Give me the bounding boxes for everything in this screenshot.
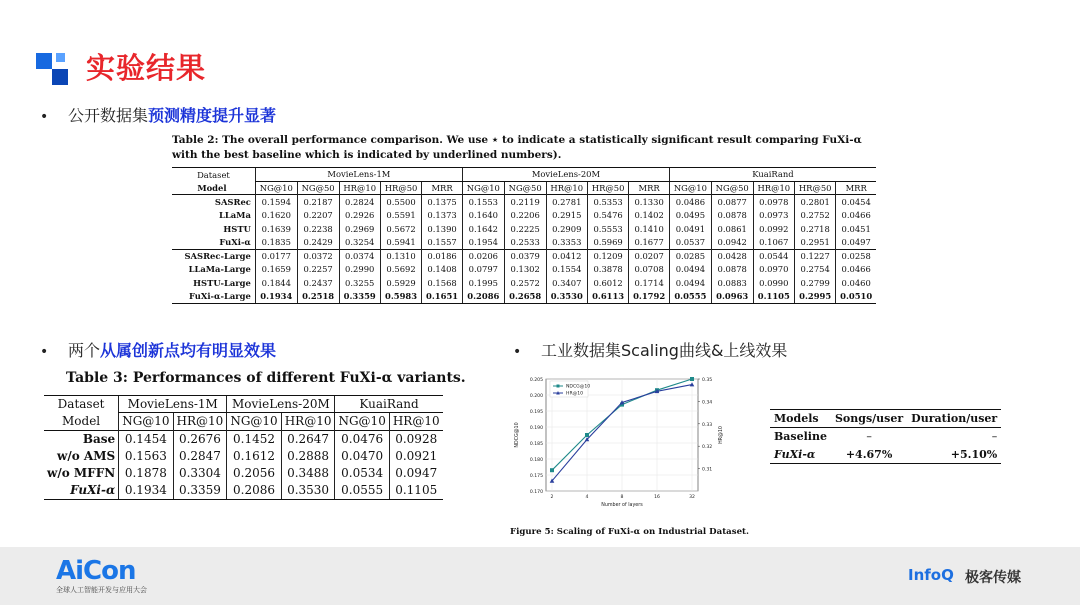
table2-cell: 0.2926	[339, 208, 380, 222]
table2-cell: 0.1620	[255, 208, 297, 222]
table3-row	[44, 447, 443, 464]
table2-cell: 0.1934	[255, 290, 297, 304]
table2-cell: 0.0942	[711, 235, 753, 249]
industrial-row-duration: –	[907, 428, 1001, 446]
chart-y-tick-label: 0.185	[529, 442, 543, 447]
table2-cell: 0.0206	[462, 249, 504, 263]
table3-row	[44, 465, 443, 482]
table2-cell: 0.1402	[629, 208, 670, 222]
chart-y-tick-label: 0.195	[529, 410, 543, 415]
bullet-industrial: • 工业数据集Scaling曲线&上线效果	[513, 341, 788, 360]
table2-row	[172, 195, 876, 209]
table3-dataset-header: KuaiRand	[335, 396, 443, 413]
chart-x-tick-label: 8	[620, 495, 624, 500]
table2-cell: 0.1227	[794, 249, 835, 263]
table2-metric-header: NG@10	[255, 181, 297, 195]
table2-cell: 0.1553	[462, 195, 504, 209]
table3-cell: 0.2647	[281, 430, 335, 447]
table3-cell: 0.1563	[119, 447, 173, 464]
table2-model-name: FuXi-α-Large	[172, 290, 255, 304]
chart-y2-tick-label: 0.35	[702, 378, 713, 383]
aicon-logo: AiCon	[56, 556, 136, 586]
table2-row	[172, 290, 876, 304]
table2-cell: 0.1844	[255, 276, 297, 290]
table2-model-name: HSTU	[223, 223, 251, 234]
table3-row	[44, 430, 443, 447]
table3-model-name: w/o MFFN	[47, 466, 116, 481]
table2-cell: 0.2915	[546, 208, 587, 222]
table3-metric-header: NG@10	[335, 413, 389, 430]
table2-cell: 0.2187	[297, 195, 339, 209]
table3-cell: 0.1612	[227, 447, 281, 464]
table2-cell: 0.2990	[339, 263, 380, 277]
table2-cell: 0.0454	[836, 195, 876, 209]
table3-cell: 0.0534	[335, 465, 389, 482]
table2-cell: 0.3530	[546, 290, 587, 304]
table2-cell: 0.1390	[422, 222, 463, 236]
chart-legend-label: HR@10	[566, 391, 584, 397]
table2-cell: 0.2086	[462, 290, 504, 304]
chart-y-axis-label: NDCG@10	[515, 422, 520, 448]
table2-metric-header: NG@50	[297, 181, 339, 195]
chart-y2-tick-label: 0.32	[702, 445, 713, 451]
table2-model-name: FuXi-α	[219, 237, 251, 248]
table2-cell: 0.2119	[504, 195, 546, 209]
table2-cell: 0.0495	[669, 208, 711, 222]
table2-model-name: SASRec	[172, 195, 255, 209]
table2-cell: 0.1568	[422, 276, 463, 290]
table2-cell: 0.5969	[587, 235, 628, 249]
table2-cell: 0.0992	[753, 222, 794, 236]
chart-x-tick-label: 2	[550, 495, 554, 500]
table2-cell: 0.0510	[836, 290, 876, 304]
table2-cell: 0.1640	[462, 208, 504, 222]
table2-cell: 0.1554	[546, 263, 587, 277]
table2-cell: 0.2995	[794, 290, 835, 304]
table3-metric-header: HR@10	[173, 413, 227, 430]
table2-cell: 0.2437	[297, 276, 339, 290]
table2-cell: 0.5929	[380, 276, 421, 290]
industrial-header-songs: Songs/user	[831, 410, 907, 428]
table2-row	[172, 222, 876, 236]
chart-x-tick-label: 4	[585, 495, 589, 500]
chart-y-tick-label: 0.180	[529, 458, 543, 463]
table2-model-name: HSTU-Large	[193, 278, 251, 289]
table2-cell: 0.0973	[753, 208, 794, 222]
table2-cell: 0.0466	[836, 263, 876, 277]
table2	[172, 167, 876, 304]
table2-cell: 0.2951	[794, 235, 835, 249]
table2-cell: 0.1408	[422, 263, 463, 277]
chart-legend-label: NDCG@10	[566, 384, 591, 390]
chart-y-tick-label: 0.205	[529, 378, 543, 383]
table2-cell: 0.1105	[753, 290, 794, 304]
table2-cell: 0.2658	[504, 290, 546, 304]
table2-cell: 0.2429	[297, 235, 339, 249]
table2-cell: 0.6012	[587, 276, 628, 290]
table3-metric-header: NG@10	[227, 413, 281, 430]
table2-metric-header: HR@10	[753, 181, 794, 195]
table2-cell: 0.1792	[629, 290, 670, 304]
table2-cell: 0.2257	[297, 263, 339, 277]
chart-y-tick-label: 0.170	[529, 490, 543, 495]
page-title: 实验结果	[86, 51, 207, 85]
table2-cell: 0.2718	[794, 222, 835, 236]
table2-cell: 0.2533	[504, 235, 546, 249]
table2-cell: 0.0990	[753, 276, 794, 290]
table3-cell: 0.2676	[173, 430, 227, 447]
table3-cell: 0.2847	[173, 447, 227, 464]
table2-cell: 0.1067	[753, 235, 794, 249]
table3-cell: 0.0555	[335, 482, 389, 499]
chart-point-ndcg	[585, 433, 589, 437]
chart-x-tick-label: 16	[654, 495, 660, 500]
table2-cell: 0.1659	[255, 263, 297, 277]
bullet-innovations: • 两个从属创新点均有明显效果	[40, 341, 277, 360]
table2-cell: 0.3359	[339, 290, 380, 304]
table2-cell: 0.1330	[629, 195, 670, 209]
table3-cell: 0.0947	[389, 465, 442, 482]
table3-model-name: FuXi-α	[44, 482, 119, 499]
industrial-row-songs: +4.67%	[831, 446, 907, 464]
table3-row	[44, 482, 443, 499]
table2-metric-header: HR@50	[794, 181, 835, 195]
table2-cell: 0.1557	[422, 235, 463, 249]
table2-cell: 0.2909	[546, 222, 587, 236]
table2-dataset-label: Dataset	[172, 168, 255, 182]
table2-cell: 0.0494	[669, 263, 711, 277]
table2-cell: 0.0486	[669, 195, 711, 209]
table3-model-name: Base	[44, 430, 119, 447]
table2-cell: 0.2754	[794, 263, 835, 277]
table2-model-label: Model	[197, 182, 227, 193]
table2-cell: 0.3878	[587, 263, 628, 277]
table2-cell: 0.5476	[587, 208, 628, 222]
table2-cell: 0.1639	[255, 222, 297, 236]
table2-cell: 0.0797	[462, 263, 504, 277]
table2-cell: 0.1410	[629, 222, 670, 236]
table2-cell: 0.0466	[836, 208, 876, 222]
table2-metric-header: MRR	[629, 181, 670, 195]
table3-dataset-header: MovieLens-20M	[227, 396, 335, 413]
table2-cell: 0.6113	[587, 290, 628, 304]
table2-cell: 0.1995	[462, 276, 504, 290]
table2-model-name: LLaMa	[218, 210, 251, 221]
table2-cell: 0.1835	[255, 235, 297, 249]
table2-cell: 0.5591	[380, 208, 421, 222]
table3-cell: 0.3304	[173, 465, 227, 482]
table3-dataset-header: MovieLens-1M	[119, 396, 227, 413]
table2-cell: 0.1375	[422, 195, 463, 209]
infoq-logo: InfoQ	[908, 566, 954, 584]
chart-y-tick-label: 0.175	[529, 474, 543, 479]
chart-legend-marker	[557, 385, 560, 388]
chart-point-ndcg	[690, 377, 694, 381]
table2-metric-header: MRR	[422, 181, 463, 195]
chart-y2-tick-label: 0.34	[702, 400, 713, 406]
table2-cell: 0.2238	[297, 222, 339, 236]
table2-cell: 0.2969	[339, 222, 380, 236]
chart-y2-tick-label: 0.31	[702, 467, 713, 473]
table2-cell: 0.0285	[669, 249, 711, 263]
table2-dataset-header: KuaiRand	[669, 168, 876, 182]
table2-cell: 0.0555	[669, 290, 711, 304]
table2-cell: 0.0379	[504, 249, 546, 263]
table3-cell: 0.0470	[335, 447, 389, 464]
industrial-header-models: Models	[770, 410, 831, 428]
table3-caption: Table 3: Performances of different FuXi-α variants.	[66, 370, 466, 386]
table3-cell: 0.1454	[119, 430, 173, 447]
table2-cell: 0.0537	[669, 235, 711, 249]
table2-cell: 0.1651	[422, 290, 463, 304]
industrial-row-model: Baseline	[770, 428, 831, 446]
table2-metric-header: NG@10	[669, 181, 711, 195]
table2-cell: 0.0878	[711, 208, 753, 222]
table2-metric-header: NG@50	[711, 181, 753, 195]
table2-cell: 0.2518	[297, 290, 339, 304]
scaling-chart-svg	[512, 373, 722, 513]
table2-cell: 0.5672	[380, 222, 421, 236]
table3-cell: 0.0928	[389, 430, 442, 447]
jike-media-logo: 极客传媒	[965, 570, 1021, 586]
figure5-caption: Figure 5: Scaling of FuXi-α on Industrial Dataset.	[510, 527, 750, 537]
table3-cell: 0.0921	[389, 447, 442, 464]
chart-y-tick-label: 0.200	[529, 394, 543, 399]
table2-cell: 0.2572	[504, 276, 546, 290]
chart-x-tick-label: 32	[689, 495, 695, 500]
table2-cell: 0.5553	[587, 222, 628, 236]
table3-model-name: w/o AMS	[57, 449, 116, 464]
table3-cell: 0.2086	[227, 482, 281, 499]
table3-cell: 0.2056	[227, 465, 281, 482]
table2-dataset-header: MovieLens-1M	[255, 168, 462, 182]
industrial-row-duration: +5.10%	[907, 446, 1001, 464]
table3-cell: 0.1105	[389, 482, 442, 499]
table2-cell: 0.0978	[753, 195, 794, 209]
table2-cell: 0.2225	[504, 222, 546, 236]
table2-cell: 0.1209	[587, 249, 628, 263]
table2-cell: 0.5692	[380, 263, 421, 277]
table2-model-name: LLaMa-Large	[188, 264, 251, 275]
table2-cell: 0.1677	[629, 235, 670, 249]
table2-cell: 0.5941	[380, 235, 421, 249]
table2-model-name: SASRec-Large	[172, 249, 255, 263]
bullet-public-datasets: • 公开数据集预测精度提升显著	[40, 106, 277, 125]
table2-metric-header: HR@50	[587, 181, 628, 195]
table2-cell: 0.0460	[836, 276, 876, 290]
table2-cell: 0.0497	[836, 235, 876, 249]
table2-cell: 0.2799	[794, 276, 835, 290]
table2-metric-header: HR@10	[339, 181, 380, 195]
industrial-row-model: FuXi-α	[770, 446, 831, 464]
table2-cell: 0.5500	[380, 195, 421, 209]
table2-cell: 0.3407	[546, 276, 587, 290]
table3-model-label: Model	[62, 414, 101, 429]
table2-cell: 0.0883	[711, 276, 753, 290]
table2-dataset-header: MovieLens-20M	[462, 168, 669, 182]
table2-metric-header: HR@10	[546, 181, 587, 195]
table2-cell: 0.3255	[339, 276, 380, 290]
table2-cell: 0.0491	[669, 222, 711, 236]
table3-cell: 0.3488	[281, 465, 335, 482]
table2-cell: 0.1642	[462, 222, 504, 236]
table3-metric-header: NG@10	[119, 413, 173, 430]
table3-cell: 0.1452	[227, 430, 281, 447]
table3-metric-header: HR@10	[389, 413, 442, 430]
table2-cell: 0.0372	[297, 249, 339, 263]
table2-cell: 0.5983	[380, 290, 421, 304]
industrial-table	[770, 409, 1001, 464]
table2-row	[172, 235, 876, 249]
table3-dataset-label: Dataset	[44, 396, 119, 413]
table2-metric-header: MRR	[836, 181, 876, 195]
chart-y2-axis-label: HR@10	[719, 426, 724, 444]
table3-cell: 0.3530	[281, 482, 335, 499]
table3-cell: 0.3359	[173, 482, 227, 499]
table2-cell: 0.0177	[255, 249, 297, 263]
aicon-subtitle: 全球人工智能开发与应用大会	[56, 586, 147, 594]
table2-cell: 0.1594	[255, 195, 297, 209]
table2-cell: 0.0963	[711, 290, 753, 304]
chart-y-tick-label: 0.190	[529, 426, 543, 431]
table2-cell: 0.0412	[546, 249, 587, 263]
scaling-chart	[512, 373, 722, 513]
chart-y2-tick-label: 0.33	[702, 422, 713, 428]
table2-cell: 0.0374	[339, 249, 380, 263]
table2-cell: 0.3254	[339, 235, 380, 249]
table2-cell: 0.2801	[794, 195, 835, 209]
table2-cell: 0.3353	[546, 235, 587, 249]
table2-row	[172, 263, 876, 277]
table2-cell: 0.0861	[711, 222, 753, 236]
table2-row	[172, 208, 876, 222]
table3	[44, 395, 443, 500]
table3-cell: 0.1878	[119, 465, 173, 482]
table2-cell: 0.1302	[504, 263, 546, 277]
table2-cell: 0.5353	[587, 195, 628, 209]
table3-cell: 0.1934	[119, 482, 173, 499]
chart-x-axis-label: Number of layers	[601, 503, 643, 508]
table2-cell: 0.0494	[669, 276, 711, 290]
table2-cell: 0.1373	[422, 208, 463, 222]
table3-cell: 0.2888	[281, 447, 335, 464]
table2-metric-header: NG@50	[504, 181, 546, 195]
table2-row	[172, 249, 876, 263]
table2-cell: 0.0544	[753, 249, 794, 263]
table2-cell: 0.0428	[711, 249, 753, 263]
table2-cell: 0.0878	[711, 263, 753, 277]
table2-cell: 0.2781	[546, 195, 587, 209]
table2-cell: 0.0708	[629, 263, 670, 277]
table2-cell: 0.1714	[629, 276, 670, 290]
table2-cell: 0.1954	[462, 235, 504, 249]
table2-row	[172, 276, 876, 290]
table2-cell: 0.2206	[504, 208, 546, 222]
table2-cell: 0.2207	[297, 208, 339, 222]
chart-point-ndcg	[550, 468, 554, 472]
table2-metric-header: HR@50	[380, 181, 421, 195]
table2-cell: 0.0207	[629, 249, 670, 263]
industrial-row-songs: –	[831, 428, 907, 446]
table2-cell: 0.1310	[380, 249, 421, 263]
table2-cell: 0.2824	[339, 195, 380, 209]
table2-metric-header: NG@10	[462, 181, 504, 195]
table2-cell: 0.0451	[836, 222, 876, 236]
slide-logo-icon	[36, 53, 70, 87]
table2-cell: 0.2752	[794, 208, 835, 222]
table2-cell: 0.0877	[711, 195, 753, 209]
table2-cell: 0.0970	[753, 263, 794, 277]
table2-cell: 0.0258	[836, 249, 876, 263]
table3-metric-header: HR@10	[281, 413, 335, 430]
table2-cell: 0.0186	[422, 249, 463, 263]
industrial-header-duration: Duration/user	[907, 410, 1001, 428]
table3-cell: 0.0476	[335, 430, 389, 447]
table2-caption: Table 2: The overall performance comparison. We use ⋆ to indicate a statistically significant result comparing FuXi-α with the best baseline which is indicated by underlined numbers).	[172, 134, 862, 161]
